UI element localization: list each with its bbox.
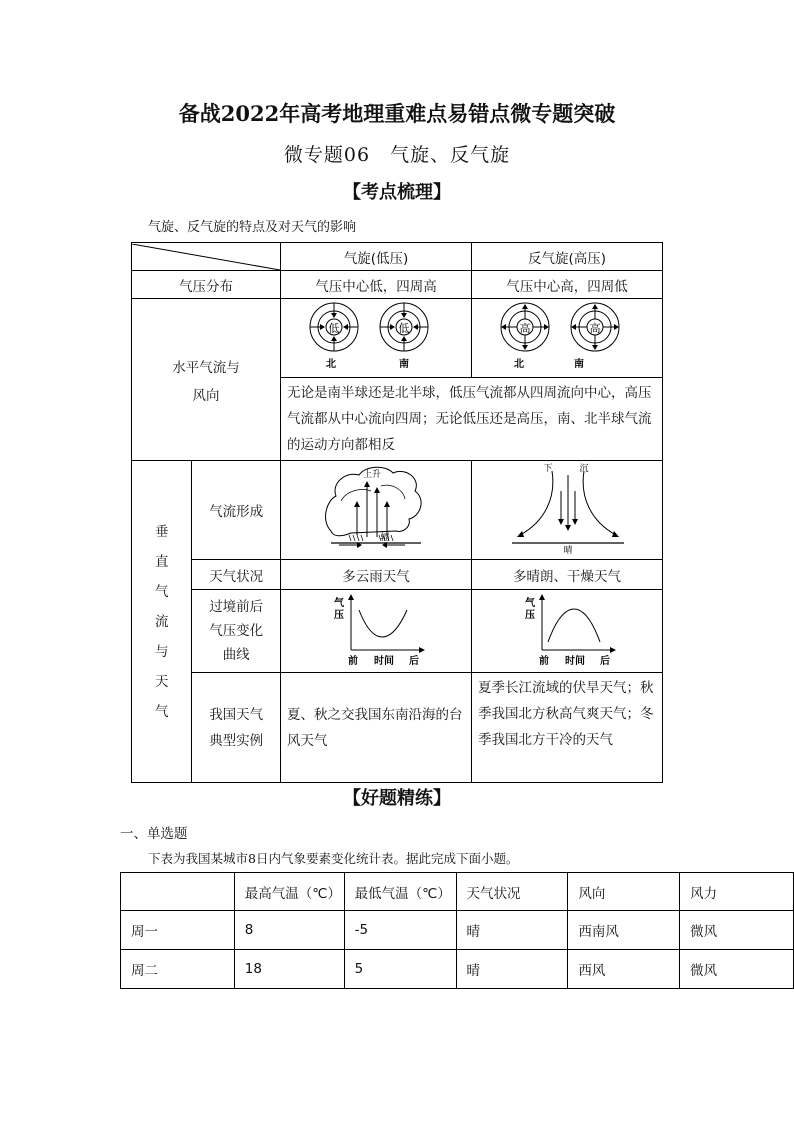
header-cyclone: 气旋(低压) <box>281 243 472 271</box>
cell-r1-c5: 微风 <box>680 950 794 989</box>
updraft-bottom-tag: 辐 <box>380 533 390 543</box>
page-subtitle: 微专题06 气旋、反气旋 <box>283 144 511 166</box>
curve1-x-before: 前 <box>348 656 358 667</box>
cell-r0-c1: 8 <box>234 911 344 950</box>
vertical-char-6: 气 <box>154 703 169 720</box>
updraft-tag: 上升 <box>362 470 382 480</box>
curve2-ylabel-1: 气 <box>525 598 535 609</box>
th-2: 最低气温（℃） <box>344 873 456 911</box>
cell-r0-c5: 微风 <box>680 911 794 950</box>
anticyclone-example: 夏季长江流域的伏旱天气；秋季我国北方秋高气爽天气；冬季我国北方干冷的天气 <box>472 673 663 783</box>
table-intro: 气旋、反气旋的特点及对天气的影响 <box>148 220 357 235</box>
section-heading-practice: 【好题精练】 <box>343 788 451 809</box>
page-title: 备战2022年高考地理重难点易错点微专题突破 <box>178 101 616 126</box>
cell-r1-c0: 周二 <box>121 950 235 989</box>
th-1: 最高气温（℃） <box>234 873 344 911</box>
diagonal-header-cell <box>132 243 281 271</box>
curve1-x-time: 时间 <box>374 656 394 667</box>
table-row <box>121 950 794 989</box>
label-weather-condition: 天气状况 <box>192 560 281 590</box>
cyclone-pressure-curve <box>281 590 472 673</box>
vertical-char-3: 流 <box>154 613 169 630</box>
curve1-ylabel-1: 气 <box>334 598 344 609</box>
cyclone-example: 夏、秋之交我国东南沿海的台风天气 <box>281 673 472 783</box>
cell-r1-c4: 西风 <box>568 950 680 989</box>
curve1-ylabel-2: 压 <box>334 610 344 621</box>
cell-r0-c3: 晴 <box>456 911 568 950</box>
downdraft-bottom-tag: 晴 <box>563 546 573 555</box>
diagram-anticyclone-south: 南 <box>574 359 584 370</box>
label-typical-example <box>192 673 281 783</box>
cyclone-table <box>131 242 663 783</box>
cell-r1-c3: 晴 <box>456 950 568 989</box>
vertical-char-5: 天 <box>154 673 169 690</box>
cyclone-pressure: 气压中心低，四周高 <box>281 271 472 299</box>
th-3: 天气状况 <box>456 873 568 911</box>
curve2-ylabel-2: 压 <box>525 610 535 621</box>
question-type: 一、单选题 <box>120 826 188 842</box>
label-curve-line2: 气压变化 <box>209 623 264 639</box>
cell-r1-c1: 18 <box>234 950 344 989</box>
label-curve-line3: 曲线 <box>222 647 250 663</box>
diagram-anticyclone-center-n: 高 <box>519 322 531 335</box>
th-4: 风向 <box>568 873 680 911</box>
diagram-cyclone-south: 南 <box>399 359 409 370</box>
label-horizontal-line2: 风向 <box>192 387 220 404</box>
label-pressure: 气压分布 <box>132 271 281 299</box>
header-anticyclone: 反气旋(高压) <box>472 243 663 271</box>
question-intro: 下表为我国某城市8日内气象要素变化统计表。据此完成下面小题。 <box>148 851 519 866</box>
downdraft-tag1: 下 <box>543 464 553 474</box>
horizontal-flow-note: 无论是南半球还是北半球，低压气流都从四周流向中心，高压气流都从中心流向四周；无论低压还是高压，南、北半球气流的运动方向都相反 <box>281 378 663 461</box>
label-flow-formation: 气流形成 <box>192 461 281 560</box>
diagram-cyclone-center-n: 低 <box>328 322 340 335</box>
anticyclone-pressure-curve <box>472 590 663 673</box>
anticyclone-weather: 多晴朗、干燥天气 <box>472 560 663 590</box>
section-heading-review: 【考点梳理】 <box>343 182 451 203</box>
label-horizontal-flow <box>132 299 281 461</box>
anticyclone-pressure: 气压中心高，四周低 <box>472 271 663 299</box>
label-pressure-curve <box>192 590 281 673</box>
curve2-x-before: 前 <box>539 656 549 667</box>
cell-r0-c2: -5 <box>344 911 456 950</box>
diagram-cyclone-center-s: 低 <box>398 322 410 335</box>
label-curve-line1: 过境前后 <box>209 599 264 615</box>
curve2-x-time: 时间 <box>565 656 585 667</box>
anticyclone-downdraft-diagram <box>472 461 663 560</box>
cell-r0-c0: 周一 <box>121 911 235 950</box>
th-5: 风力 <box>680 873 794 911</box>
vertical-char-0: 垂 <box>154 523 169 540</box>
cyclone-horizontal-diagram <box>281 299 472 378</box>
table-row <box>121 911 794 950</box>
diagram-anticyclone-north: 北 <box>514 359 524 370</box>
downdraft-tag2: 沉 <box>579 464 589 474</box>
vertical-char-1: 直 <box>154 553 169 570</box>
cell-r0-c4: 西南风 <box>568 911 680 950</box>
diagram-anticyclone-center-s: 高 <box>589 322 601 335</box>
weather-stats-table <box>120 872 794 989</box>
th-0 <box>121 873 235 911</box>
label-example-line2: 典型实例 <box>209 732 264 749</box>
vertical-char-4: 与 <box>154 643 169 660</box>
cell-r1-c2: 5 <box>344 950 456 989</box>
diagram-cyclone-north: 北 <box>326 359 336 370</box>
curve1-x-after: 后 <box>409 656 419 667</box>
curve2-x-after: 后 <box>600 656 610 667</box>
cyclone-updraft-diagram <box>281 461 472 560</box>
label-example-line1: 我国天气 <box>209 706 264 723</box>
vertical-char-2: 气 <box>154 583 169 600</box>
anticyclone-horizontal-diagram <box>472 299 663 378</box>
cyclone-weather: 多云雨天气 <box>281 560 472 590</box>
label-vertical-flow-weather <box>132 461 192 783</box>
label-horizontal-line1: 水平气流与 <box>172 359 240 376</box>
